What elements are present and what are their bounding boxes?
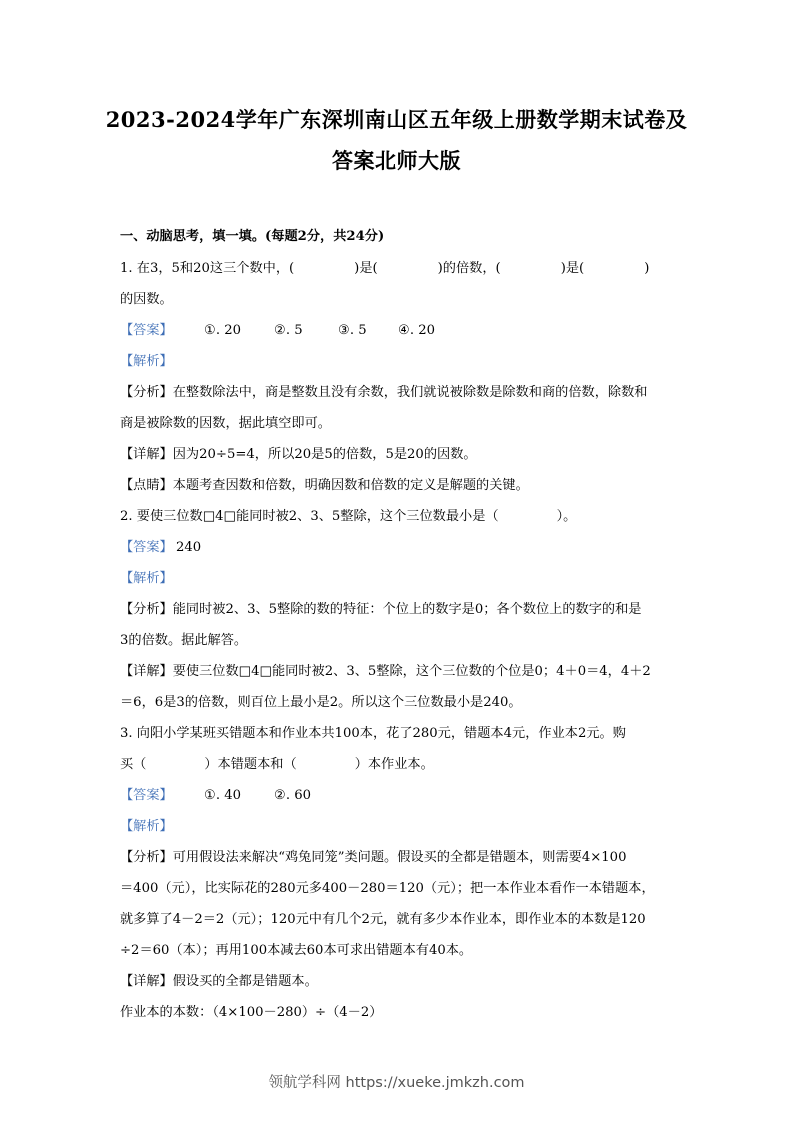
analysis-tag: 【解析】 xyxy=(120,571,173,586)
section-heading: 一、动脑思考，填一填。(每题2分，共24分) xyxy=(120,229,385,244)
answer-value: ①. 40 xyxy=(204,788,241,803)
detail-text: ＝6，6是3的倍数，则百位上最小是2。所以这个三位数最小是240。 xyxy=(120,695,522,710)
footer-watermark: 领航学科网 https://xueke.jmkzh.com xyxy=(268,1075,525,1091)
analysis-text: 就多算了4－2＝2（元）；120元中有几个2元，就有多少本作业本，即作业本的本数是120 xyxy=(120,912,646,927)
document-title-line-2: 答案北师大版 xyxy=(332,148,461,173)
analysis-text: 商是被除数的因数，据此填空即可。 xyxy=(120,416,331,431)
answer-value: ②. 5 xyxy=(274,323,303,338)
question-2-text: 2. 要使三位数□4□能同时被2、3、5整除，这个三位数最小是（ ）。 xyxy=(120,509,577,524)
answer-value: ④. 20 xyxy=(398,323,435,338)
detail-text: 【详解】假设买的全都是错题本。 xyxy=(120,974,318,989)
answer-value: ③. 5 xyxy=(338,323,367,338)
question-3-text-cont: 买（ ）本错题本和（ ）本作业本。 xyxy=(120,757,434,772)
answer-value: ①. 20 xyxy=(204,323,241,338)
analysis-tag: 【解析】 xyxy=(120,354,173,369)
detail-text: 【详解】要使三位数□4□能同时被2、3、5整除，这个三位数的个位是0；4＋0＝4，4＋2 xyxy=(120,664,651,679)
analysis-text: ÷2＝60（本）；再用100本减去60本可求出错题本有40本。 xyxy=(120,943,473,958)
answer-value: ②. 60 xyxy=(274,788,311,803)
comment-text: 【点睛】本题考查因数和倍数，明确因数和倍数的定义是解题的关键。 xyxy=(120,478,529,493)
question-1-text: 1. 在3，5和20这三个数中，( )是( )的倍数，( )是( ) xyxy=(120,261,650,276)
question-1-text-cont: 的因数。 xyxy=(120,292,173,307)
calculation-text: 作业本的本数：（4×100－280）÷（4－2） xyxy=(120,1005,383,1020)
analysis-tag: 【解析】 xyxy=(120,819,173,834)
answer-value: 240 xyxy=(176,540,202,555)
analysis-text: 【分析】能同时被2、3、5整除的数的特征：个位上的数字是0；各个数位上的数字的和是 xyxy=(120,602,642,617)
analysis-text: 3的倍数。据此解答。 xyxy=(120,633,248,648)
detail-text: 【详解】因为20÷5=4，所以20是5的倍数，5是20的因数。 xyxy=(120,447,477,462)
analysis-text: 【分析】在整数除法中，商是整数且没有余数，我们就说被除数是除数和商的倍数，除数和 xyxy=(120,385,648,400)
answer-tag: 【答案】 xyxy=(120,323,173,338)
analysis-text: ＝400（元），比实际花的280元多400－280＝120（元）；把一本作业本看作一本错题本， xyxy=(120,881,655,896)
analysis-text: 【分析】可用假设法来解决“鸡兔同笼”类问题。假设买的全都是错题本，则需要4×100 xyxy=(120,850,627,865)
document-title-line-1: 2023-2024学年广东深圳南山区五年级上册数学期末试卷及 xyxy=(105,107,688,132)
answer-tag: 【答案】 xyxy=(120,788,173,803)
answer-tag: 【答案】 xyxy=(120,540,173,555)
question-3-text: 3. 向阳小学某班买错题本和作业本共100本，花了280元，错题本4元，作业本2元。购 xyxy=(120,726,626,741)
